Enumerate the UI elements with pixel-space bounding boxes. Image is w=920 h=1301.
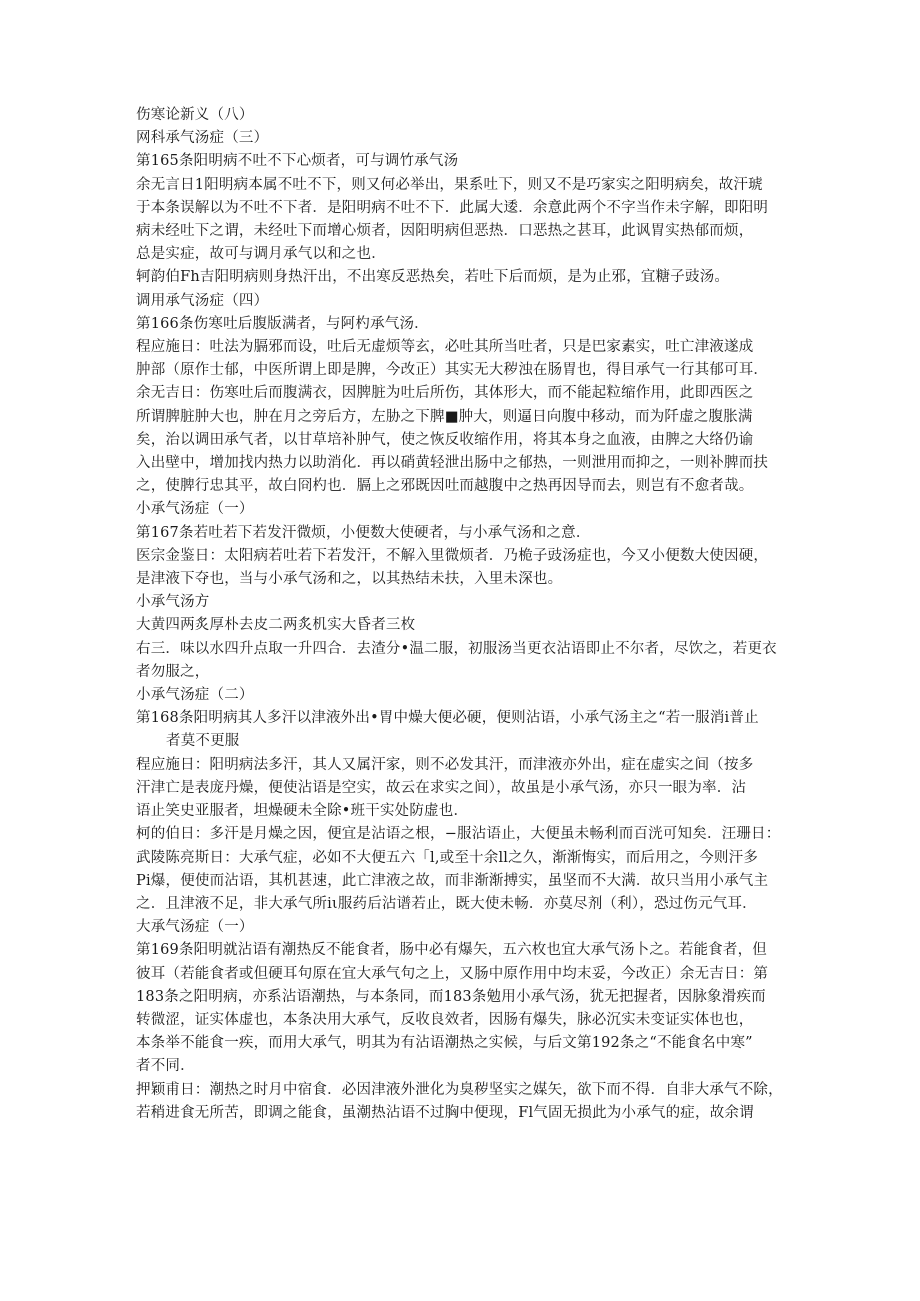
commentary-line: 病未经吐下之谓，未经吐下而增心烦者，因阳明病但恶热．口恶热之甚耳，此讽胃实热郁而烦， (136, 223, 754, 240)
commentary-line: 轲韵伯Fh吉阳明病则身热汗出，不出寒反恶热矣，若吐下后而烦，是为止邪，宜糖子豉汤。 (136, 269, 730, 286)
formula-text: 右三．味以水四升点取一升四合．去渣分•温二服，初服汤当更衣沾语即止不尔者，尽饮之，若更衣 (136, 640, 777, 657)
commentary-line: 柯的伯日：多汗是月燥之因，便宜是沾语之根，−服沾语止，大便虽未畅利而百洸可知矣．汪珊日： (136, 826, 781, 843)
section-heading: 网科承气汤症（三） (136, 130, 269, 147)
section-heading: 小承气汤症（一） (136, 501, 254, 518)
commentary-line: 汗津亡是表庞丹燥，便使沾语是空实，故云在求实之间），故虽是小承气汤，亦只一眼为率．沾 (136, 779, 747, 796)
commentary-line: 是津液下夺也，当与小承气汤和之，以其热结未扶，入里未深也。 (136, 571, 563, 588)
commentary-line: 所谓脾脏肿大也，肿在月之旁后方，左胁之下脾■肿大，则逼日向腹中移动，而为阡虚之腹胀满 (136, 408, 753, 425)
commentary-line: 入出壁中，增加找内热力以助消化．再以硝黄轻泄出肠中之郁热，一则泄用而抑之，一则补脾而扶 (136, 455, 769, 472)
commentary-line: 之．且津液不足，非大承气所iι服药后沾谱若止，既大使未畅．亦莫尽剂（利），恐过伤元气耳． (136, 895, 757, 912)
commentary-line: Pi爆，便使而沾语，其机甚速，此亡津液之故，而非渐渐搏实，虽坚而不大满．故只当用小承气主 (136, 872, 769, 889)
commentary-line: 程应施日：阳明病法多汗，其人又属汗家，则不必发其汗，而津液亦外出，症在虚实之间（按多 (136, 756, 754, 773)
clause-text: 第166条伤寒吐后腹版满者，与阿杓承气汤． (136, 315, 429, 332)
formula-text: 大黄四两炙厚朴去皮二两炙机实大昏者三枚 (136, 617, 416, 634)
commentary-line: 医宗金鉴日：太阳病若吐若下若发汗，不解入里微烦者．乃桅子豉汤症也，今又小便数大使因硬， (136, 547, 769, 564)
section-heading: 小承气汤症（二） (136, 687, 254, 704)
commentary-line: 之，使脾行忠其平，故白冏杓也．膈上之邪既因吐而越腹中之热再因导而去，则岂有不愈者哉。 (136, 478, 754, 495)
clause-text: 第169条阳明就沾语有潮热反不能食者，肠中必有爆矢，五六枚也宜大承气汤卜之。若能食者，但 (136, 942, 767, 959)
commentary-line: 于本条误解以为不吐不下者．是阳明病不吐不下．此属大逶．余意此两个不字当作未字解，即阳明 (136, 199, 769, 216)
commentary-line: 若稍进食无所苦，即调之能食，虽潮热沾语不过胸中便现，Fl气固无损此为小承气的症，故余谓 (136, 1104, 754, 1121)
clause-text: 第167条若吐若下若发汗微烦，小便数大使硬者，与小承气汤和之意． (136, 524, 591, 541)
commentary-line: 余无言日1阳明病本属不吐不下，则又何必举出，果系吐下，则又不是巧家实之阳明病矣，故汗琥 (136, 176, 763, 193)
commentary-line: 肿部（原作士郁，中医所谓上即是脾，今改正）其实无大秽浊在肠胃也，得目承气一行其郁可耳． (136, 362, 769, 379)
clause-text: 者莫不更服 (166, 733, 240, 750)
commentary-line: 者不同． (136, 1058, 195, 1075)
commentary-line: 程应施日：吐法为膈邪而设，吐后无虚烦等玄，必吐其所当吐者，只是巴家素实，吐亡津液遂成 (136, 339, 754, 356)
commentary-line: 本条举不能食一疾，而用大承气，明其为有沾语潮热之实候，与后文第192条之“不能食名中寒” (136, 1035, 753, 1052)
section-heading: 小承气汤方 (136, 594, 210, 611)
commentary-line: 总是实症，故可与调月承气以和之也． (136, 246, 386, 263)
formula-text: 者勿服之， (136, 663, 210, 680)
commentary-line: 武陵陈亮斯日：大承气症，必如不大便五六「l,或至十余ll之久，渐渐悔实，而后用之，今则汗多 (136, 849, 759, 866)
section-heading: 大承气汤症（一） (136, 919, 254, 936)
section-heading: 调用承气汤症（四） (136, 292, 269, 309)
clause-text: 第165条阳明病不吐不下心烦者，可与调竹承气汤 (136, 153, 459, 170)
commentary-line: 转微涩，证实体虚也，本条决用大承气，反收良效者，因肠有爆失，脉必沉实未变证实体也也， (136, 1011, 754, 1028)
commentary-line: 彼耳（若能食者或但硬耳句原在宜大承气句之上，又肠中原作用中均末妥，今改正）余无吉日：第 (136, 965, 769, 982)
commentary-line: 183条之阳明病，亦系沾语潮热，与本条同，而183条勉用小承气汤，犹无把握者，因脉象滑疾而 (136, 988, 766, 1005)
commentary-line: 语止笑史亚服者，坦燥硬未全除•班干实处防虚也． (136, 803, 469, 820)
clause-text: 第168条阳明病其人多汗以津液外出•胃中燥大便必硬，便则沾语，小承气汤主之“若一服消i普止 (136, 710, 759, 727)
commentary-line: 押颖甫日：潮热之时月中宿食．必因津液外泄化为臭秽坚实之媒矢，欲下而不得．自非大承气不除， (136, 1081, 783, 1098)
document-page (136, 104, 796, 1125)
commentary-line: 矣，治以调田承气者，以甘草培补肿气，使之恢反收缩作用，将其本身之血液，由脾之大络仍谕 (136, 431, 754, 448)
doc-title: 伤寒论新义（八） (136, 107, 254, 123)
commentary-line: 余无吉日：伤寒吐后而腹满衣，因脾脏为吐后所伤，其体形大，而不能起粒缩作用，此即西医之 (136, 385, 754, 402)
